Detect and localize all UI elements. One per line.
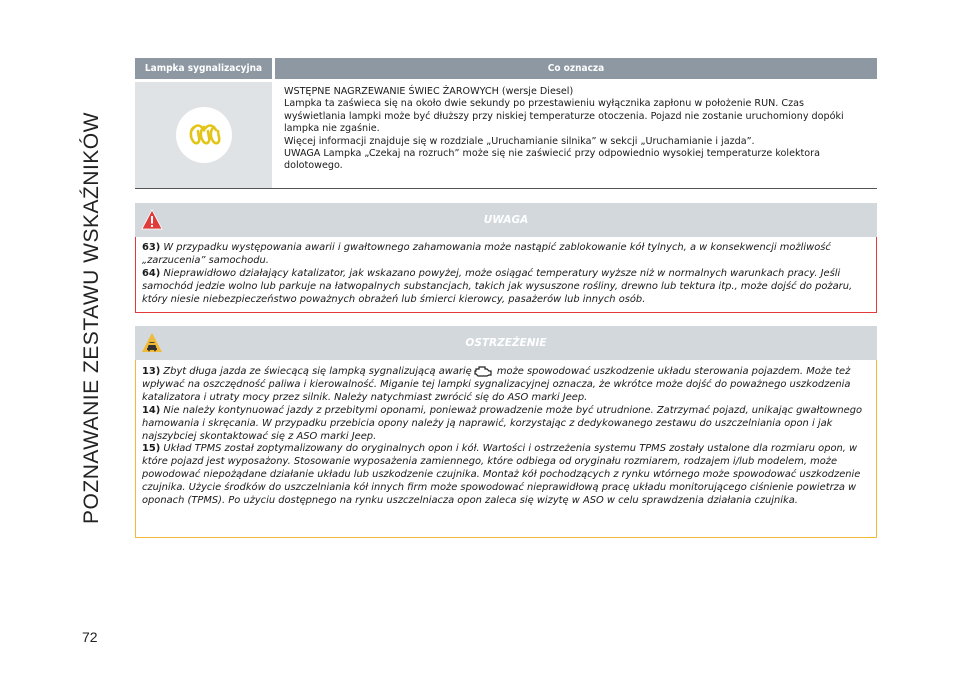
caution-item-num: 15) [142,443,161,455]
caution-item-text: Układ TPMS został zoptymalizowany do oryginalnych opon i kół. Wartości i ostrzeżenia systemu TPMS zostały ustalone dla rozmiaru opon, w które pojazd jest wyposażony. Stosowanie wyposażenia zamiennego, które odbiega od oryginału rozmiarem, rodzajem i/lub modelem, może powodować niepożądane działanie układu lub uszkodzenie czujnika. Montaż kół pochodzących z rynku wtórnego może spowodować uszkodzenie czujnika. Użycie środków do uszczelniania kół innych firm może spowodować nieprawidłową pracę układu monitorującego ciśnienie powietrza w oponach (TPMS). Po użyciu dostępnego na rynku uszczelniacza opon zaleca się wizytę w ASO w celu sprawdzenia działania czujnika. [142,443,861,507]
caution-header [135,326,877,360]
meaning-line: WSTĘPNE NAGRZEWANIE ŚWIEC ŻAROWYCH (wersje Diesel) [284,86,574,97]
section-side-title [72,58,112,578]
meaning-line: Więcej informacji znajduje się w rozdziale „Uruchamianie silnika” w sekcji „Uruchamianie i jazda”. [284,135,755,147]
caution-item-text: Zbyt długa jazda ze świecącą się lampką sygnalizującą awarię [163,366,472,377]
engine-check-icon [473,365,493,377]
warning-header [135,203,877,237]
caution-item [142,443,870,508]
warning-box [135,203,877,313]
caution-item [142,405,870,444]
caution-item-num: 13) [142,366,161,377]
meaning-line: Lampka ta zaświeca się na około dwie sekundy po przestawieniu wyłącznika zapłonu w położenie RUN. Czas wyświetlania lampki może być dłuższy przy niskiej temperaturze otoczenia. Pojazd nie zostanie uruchomiony dopóki lampka nie zgaśnie. [284,98,844,135]
warning-title: UWAGA [483,214,529,226]
table-header-indicator: Lampka sygnalizacyjna [135,58,272,79]
caution-title: OSTRZEŻENIE [465,337,547,349]
meaning-line: UWAGA Lampka „Czekaj na rozruch” może się nie zaświecić przy odpowiednio wysokiej temperaturze kolektora dolotowego. [284,148,820,172]
meaning-cell [272,82,877,188]
warning-item-text: W przypadku występowania awarii i gwałtownego zahamowania może nastąpić zablokowanie kół tylnych, a w konsekwencji możliwość „zarzucenia” samochodu. [142,242,831,266]
warning-item [142,242,870,268]
table-header [135,58,877,79]
glow-plug-icon [175,106,233,164]
caution-item-text: Nie należy kontynuować jazdy z przebitymi oponami, ponieważ prowadzenie może być utrudnione. Zatrzymać pojazd, unikając gwałtownego hamowania i skręcania. W przypadku przebicia opony należy ją naprawić, korzystając z dedykowanego zestawu do uszczelniania opon i jak najszybciej skontaktować się z ASO marki Jeep. [142,404,863,442]
warning-body [135,237,877,313]
warning-item-num: 64) [142,267,161,279]
section-side-title-text: POZNAWANIE ZESTAWU WSKAŹNIKÓW [80,112,103,524]
caution-item-num: 14) [142,404,161,416]
warning-item-num: 63) [142,242,161,253]
caution-item-text-cont: może spowodować uszkodzenie układu sterowania pojazdem. Może też wpływać na oszczędność paliwa i kierowalność. Miganie tej lampki sygnalizacyjnej oznacza, że wkrótce może dojść do poważnego uszkodzenia katalizatora i utraty mocy przez silnik. Należy natychmiast zwrócić się do ASO marki Jeep. [142,366,851,403]
warning-item [142,268,870,307]
page-number: 72 [82,629,98,645]
indicator-cell [135,82,272,188]
table-row [135,82,877,189]
caution-box [135,326,877,538]
caution-item [142,365,870,405]
table-header-meaning: Co oznacza [275,58,877,79]
warning-item-text: Nieprawidłowo działający katalizator, jak wskazano powyżej, może osiągać temperatury wyższe niż w normalnych warunkach pracy. Jeśli samochód jedzie wolno lub parkuje na łatwopalnych substancjach, takich jak wysuszone rośliny, drewno lub tektura itp., może dojść do pożaru, który niesie niebezpieczeństwo poważnych obrażeń lub śmierci kierowcy, pasażerów lub innych osób. [142,267,853,305]
indicator-table [135,58,877,189]
caution-body [135,360,877,538]
